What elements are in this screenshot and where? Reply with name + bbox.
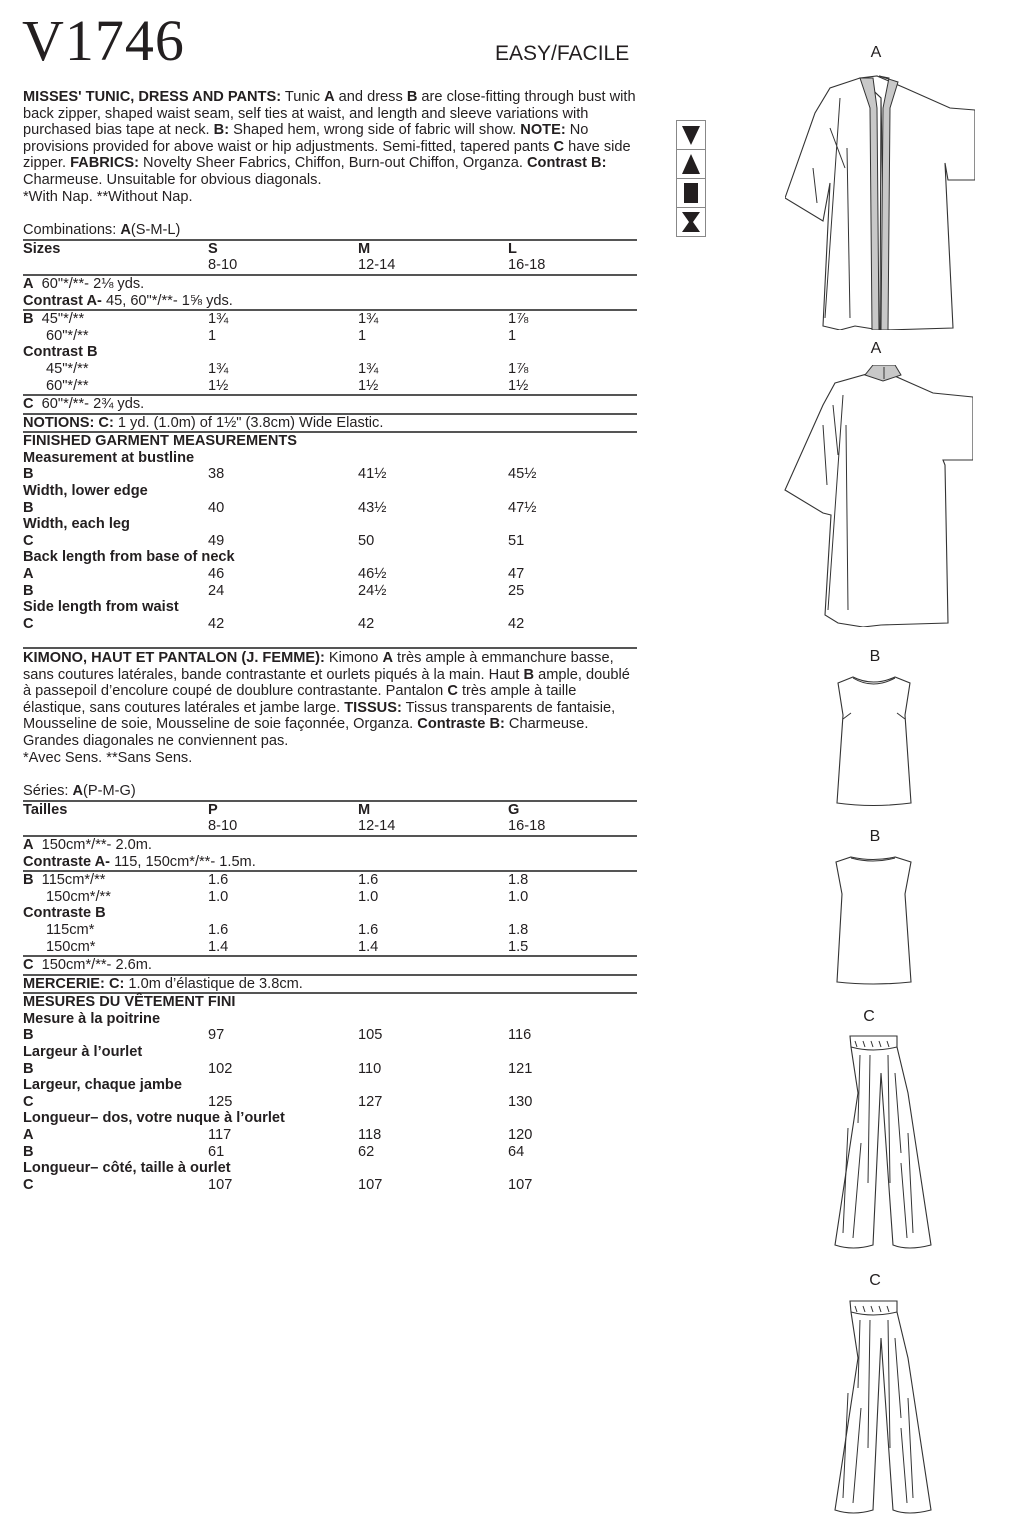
view-letter: B <box>23 1060 34 1077</box>
yardage-value: 1⅞ <box>508 360 529 377</box>
yardage-text: 115, 150cm*/**- 1.5m. <box>110 853 256 870</box>
size-code: M <box>358 801 371 818</box>
description-text: Charmeuse. Unsuitable for obvious diagonals. <box>23 171 322 188</box>
triangle-up-icon <box>677 150 705 179</box>
bold-term: NOTE: <box>520 122 566 139</box>
view-c-metrage <box>23 957 637 974</box>
measurement-heading: Largeur, chaque jambe <box>23 1077 182 1094</box>
measurement-value: 105 <box>358 1027 383 1044</box>
yardage-value: 1½ <box>358 377 379 394</box>
measurement-row <box>23 1094 637 1111</box>
description-text: Kimono <box>324 650 383 666</box>
size-range: 16-18 <box>508 818 546 835</box>
yardage-value: 1.8 <box>508 921 529 938</box>
measurement-value: 51 <box>508 532 525 549</box>
series-label: Séries: <box>23 783 73 800</box>
combinations-label: Combinations: <box>23 222 121 239</box>
measurement-value: 107 <box>208 1176 233 1193</box>
view-a-metrage <box>23 837 637 854</box>
measurement-value: 62 <box>358 1143 375 1160</box>
view-letter: C <box>23 532 34 549</box>
measurement-value: 24 <box>208 582 225 599</box>
description-text: Shaped hem, wrong side of fabric will show. <box>229 122 521 139</box>
measurement-value: 46 <box>208 566 225 583</box>
combinations-sizes: (S-M-L) <box>130 222 181 239</box>
size-code: L <box>508 240 517 257</box>
bold-term: Contraste B: <box>417 716 505 733</box>
measurement-value: 107 <box>358 1176 383 1193</box>
nap-note: *Avec Sens. **Sans Sens. <box>23 749 193 766</box>
yardage-text: 60"*/**- 2¾ yds. <box>33 396 145 413</box>
measurement-heading: Side length from waist <box>23 599 179 616</box>
bold-term: FABRICS: <box>70 155 139 172</box>
fabric-width-label <box>23 328 208 345</box>
measurement-row <box>23 1127 637 1144</box>
size-range: 12-14 <box>358 257 396 274</box>
yardage-value: 1½ <box>208 377 229 394</box>
figure-label: C <box>869 1272 881 1289</box>
fabric-width-text: 60"*/** <box>46 327 89 344</box>
size-range-row <box>23 257 637 274</box>
measurement-value: 120 <box>508 1127 533 1144</box>
yardage-row <box>23 378 637 395</box>
measurement-heading: Largeur à l’ourlet <box>23 1044 143 1061</box>
view-b-back-illustration <box>833 854 923 989</box>
yardage-value: 1¾ <box>208 311 229 328</box>
measurement-value: 61 <box>208 1143 225 1160</box>
yardage-value: 1 <box>508 327 517 344</box>
yardage-text: 150cm*/**- 2.6m. <box>33 957 152 974</box>
measurement-heading: Mesure à la poitrine <box>23 1010 161 1027</box>
fabric-width-label <box>23 378 208 395</box>
bold-term: A <box>324 89 335 105</box>
contrast-label: Contrast A- <box>23 292 102 309</box>
view-a-front-illustration <box>785 68 975 330</box>
finished-measurements-title: FINISHED GARMENT MEASUREMENTS <box>23 433 298 450</box>
size-code: G <box>508 801 520 818</box>
bold-term: KIMONO, HAUT ET PANTALON (J. FEMME): <box>23 650 325 666</box>
bold-term: MISSES' TUNIC, DRESS AND PANTS: <box>23 89 282 105</box>
fabric-width-text: 45"*/** <box>46 360 89 377</box>
mesures-title: MESURES DU VÊTEMENT FINI <box>23 994 236 1011</box>
fabric-width-label <box>23 872 208 889</box>
fabric-width-text: 45"*/** <box>33 311 85 328</box>
view-a-yardage <box>23 276 637 293</box>
yardage-text: 45, 60"*/**- 1⅝ yds. <box>101 292 233 309</box>
view-letter: B <box>23 582 34 599</box>
layout-symbols <box>676 120 706 237</box>
yardage-row <box>23 889 637 906</box>
measurement-value: 50 <box>358 532 375 549</box>
view-letter: B <box>23 1027 34 1044</box>
yardage-row <box>23 328 637 345</box>
description-text: très ample à emmanchure basse, sans coutures latérales, bande contrastante et ourlets piqués à la main. Haut <box>23 650 614 683</box>
measurement-value: 102 <box>208 1060 233 1077</box>
size-range: 16-18 <box>508 257 546 274</box>
fabric-width-text: 150cm*/** <box>46 888 111 905</box>
contrast-label: Contraste A- <box>23 853 111 870</box>
measurement-heading: Longueur– côté, taille à ourlet <box>23 1160 231 1177</box>
measurement-value: 42 <box>358 615 375 632</box>
french-section <box>23 647 637 1193</box>
size-code: P <box>208 801 218 818</box>
size-range: 8-10 <box>208 257 238 274</box>
measurement-row <box>23 1061 637 1078</box>
measurement-value: 43½ <box>358 499 387 516</box>
measurement-value: 42 <box>208 615 225 632</box>
measurement-row <box>23 566 637 583</box>
view-letter: A <box>23 566 34 583</box>
bold-term: B: <box>213 122 230 139</box>
series-sizes: (P-M-G) <box>83 783 136 800</box>
yardage-row <box>23 922 637 939</box>
hourglass-icon <box>677 208 705 236</box>
bold-term: B <box>523 666 535 683</box>
measurement-row <box>23 1177 637 1194</box>
measurement-value: 38 <box>208 466 225 483</box>
measurement-heading: Longueur– dos, votre nuque à l’ourlet <box>23 1110 285 1127</box>
yardage-row <box>23 939 637 956</box>
notions-label: NOTIONS: C: <box>23 414 114 431</box>
fabric-width-label <box>23 361 208 378</box>
mercerie-line <box>23 976 637 993</box>
yardage-value: 1.6 <box>208 921 229 938</box>
view-letter: C <box>23 1176 34 1193</box>
view-letter: C <box>23 1093 34 1110</box>
measurement-heading: Width, lower edge <box>23 483 148 500</box>
fabric-width-label <box>23 311 208 328</box>
pattern-number: V1746 <box>22 8 185 73</box>
view-letter: C <box>23 615 34 632</box>
view-letter: C <box>23 957 34 974</box>
measurement-value: 125 <box>208 1093 233 1110</box>
measurement-row <box>23 533 637 550</box>
yardage-value: 1¾ <box>358 311 379 328</box>
measurement-row <box>23 500 637 517</box>
measurement-row <box>23 583 637 600</box>
yardage-value: 1.0 <box>508 888 529 905</box>
description-text: ample, doublé à passepoil d’encolure coupé de doublure contrastante. Pantalon <box>23 666 630 700</box>
bold-term: Contrast B: <box>527 155 607 172</box>
view-letter: A <box>23 275 34 292</box>
tailles-header-row <box>23 802 637 819</box>
description-text: have side zipper. <box>23 138 631 172</box>
fabric-width-text: 115cm*/** <box>33 872 106 889</box>
view-letter: B <box>23 499 34 516</box>
yardage-value: 1.8 <box>508 872 529 889</box>
measurement-heading: Measurement at bustline <box>23 449 195 466</box>
bold-term: TISSUS: <box>344 699 402 716</box>
view-letter: B <box>23 872 34 889</box>
triangle-down-icon <box>677 121 705 150</box>
view-letter: C <box>23 396 34 413</box>
description-text: très ample à taille élastique, sans coutures latérales et jambe large. <box>23 683 577 716</box>
yardage-value: 1.5 <box>508 938 529 955</box>
contrast-b-label: Contrast B <box>23 344 98 361</box>
measurement-value: 47 <box>508 566 525 583</box>
combinations-view: A <box>120 222 131 239</box>
notions-line <box>23 415 637 432</box>
yardage-value: 1½ <box>508 377 529 394</box>
french-description <box>23 650 637 750</box>
nap-note: *With Nap. **Without Nap. <box>23 188 193 205</box>
figure-label: A <box>870 44 882 61</box>
english-description <box>23 89 637 189</box>
measurement-value: 110 <box>358 1060 382 1077</box>
yardage-row <box>23 311 637 328</box>
english-section <box>23 89 637 632</box>
figure-label: B <box>869 828 881 845</box>
measurement-value: 97 <box>208 1027 225 1044</box>
yardage-text: 150cm*/**- 2.0m. <box>33 836 152 853</box>
description-text: are close-fitting through bust with back zipper, shaped waist seam, self ties at waist, and length and sleeve variations with purchased bias tape at neck. <box>23 89 636 139</box>
yardage-row <box>23 361 637 378</box>
yardage-value: 1.4 <box>358 938 379 955</box>
series-view: A <box>72 783 84 800</box>
measurement-value: 116 <box>508 1027 532 1044</box>
measurement-value: 42 <box>508 615 525 632</box>
tailles-header: Tailles <box>23 801 68 818</box>
bold-term: C <box>553 138 565 155</box>
figure-label: B <box>869 648 881 665</box>
measurement-row <box>23 466 637 483</box>
measurement-value: 46½ <box>358 566 387 583</box>
difficulty-label: EASY/FACILE <box>495 42 630 65</box>
yardage-row <box>23 872 637 889</box>
description-text: Charmeuse. Grandes diagonales ne conviennent pas. <box>23 716 589 749</box>
description-text: and dress <box>334 89 407 105</box>
measurement-value: 117 <box>208 1127 232 1144</box>
yardage-value: 1 <box>208 327 217 344</box>
view-c-back-illustration <box>813 1298 953 1516</box>
yardage-value: 1 <box>358 327 367 344</box>
view-letter: A <box>23 1127 34 1144</box>
description-text: Tunic <box>281 89 325 105</box>
measurement-value: 118 <box>358 1127 382 1144</box>
fabric-width-text: 150cm* <box>46 938 96 955</box>
description-text: Tissus transparents de fantaisie, Mousseline de soie, Mousseline de soie façonnée, Organza. <box>23 699 616 733</box>
view-letter: A <box>23 836 34 853</box>
contrast-a-yardage <box>23 293 637 310</box>
yardage-value: 1.4 <box>208 938 229 955</box>
view-letter: B <box>23 466 34 483</box>
measurement-row <box>23 1144 637 1161</box>
size-range-row <box>23 818 637 835</box>
view-a-back-illustration <box>783 365 973 627</box>
bold-term: B <box>406 89 418 105</box>
yardage-value: 1.6 <box>208 872 229 889</box>
view-c-yardage <box>23 396 637 413</box>
yardage-value: 1¾ <box>358 360 379 377</box>
fabric-width-label <box>23 889 208 906</box>
yardage-value: 1¾ <box>208 360 229 377</box>
size-range: 8-10 <box>208 818 238 835</box>
yardage-value: 1⅞ <box>508 311 529 328</box>
yardage-value: 1.0 <box>208 888 229 905</box>
yardage-value: 1.6 <box>358 872 379 889</box>
description-text: No provisions provided for above waist or hip adjustments. Semi-fitted, tapered pants <box>23 122 589 155</box>
measurement-value: 127 <box>358 1093 383 1110</box>
figure-label: A <box>870 340 882 357</box>
size-code: M <box>358 240 371 257</box>
fabric-width-label <box>23 939 208 956</box>
series-line <box>23 783 637 800</box>
measurement-heading: Back length from base of neck <box>23 549 235 566</box>
rectangle-icon <box>677 179 705 208</box>
size-range: 12-14 <box>358 818 396 835</box>
mercerie-text: 1.0m d’élastique de 3.8cm. <box>124 975 303 992</box>
sizes-header: Sizes <box>23 240 61 257</box>
contraste-a-metrage <box>23 854 637 871</box>
measurement-value: 49 <box>208 532 225 549</box>
combinations-line <box>23 222 637 239</box>
fabric-width-label <box>23 922 208 939</box>
bold-term: C <box>447 683 458 700</box>
measurement-value: 64 <box>508 1143 525 1160</box>
measurement-row <box>23 1027 637 1044</box>
figure-label: C <box>863 1008 875 1025</box>
yardage-value: 1.6 <box>358 921 379 938</box>
contraste-b-label: Contraste B <box>23 905 106 922</box>
measurement-value: 24½ <box>358 582 387 599</box>
size-code: S <box>208 240 218 257</box>
yardage-text: 60"*/**- 2⅛ yds. <box>33 275 145 292</box>
yardage-value: 1.0 <box>358 888 379 905</box>
measurement-row <box>23 616 637 633</box>
view-c-front-illustration <box>813 1033 953 1251</box>
measurement-value: 130 <box>508 1093 533 1110</box>
measurement-value: 41½ <box>358 466 387 483</box>
description-text: Novelty Sheer Fabrics, Chiffon, Burn-out Chiffon, Organza. <box>138 155 527 172</box>
bold-term: A <box>382 650 393 666</box>
view-letter: B <box>23 1143 34 1160</box>
measurement-value: 45½ <box>508 466 537 483</box>
measurement-value: 121 <box>508 1060 533 1077</box>
fabric-width-text: 60"*/** <box>46 377 89 394</box>
measurement-value: 25 <box>508 582 525 599</box>
measurement-heading: Width, each leg <box>23 516 130 533</box>
view-b-front-illustration <box>833 673 923 808</box>
notions-text: 1 yd. (1.0m) of 1½" (3.8cm) Wide Elastic. <box>113 414 384 431</box>
sizes-header-row <box>23 241 637 258</box>
fabric-width-text: 115cm* <box>46 921 95 938</box>
view-letter: B <box>23 311 34 328</box>
measurement-value: 107 <box>508 1176 533 1193</box>
measurement-value: 40 <box>208 499 225 516</box>
measurement-value: 47½ <box>508 499 537 516</box>
mercerie-label: MERCERIE: C: <box>23 975 125 992</box>
